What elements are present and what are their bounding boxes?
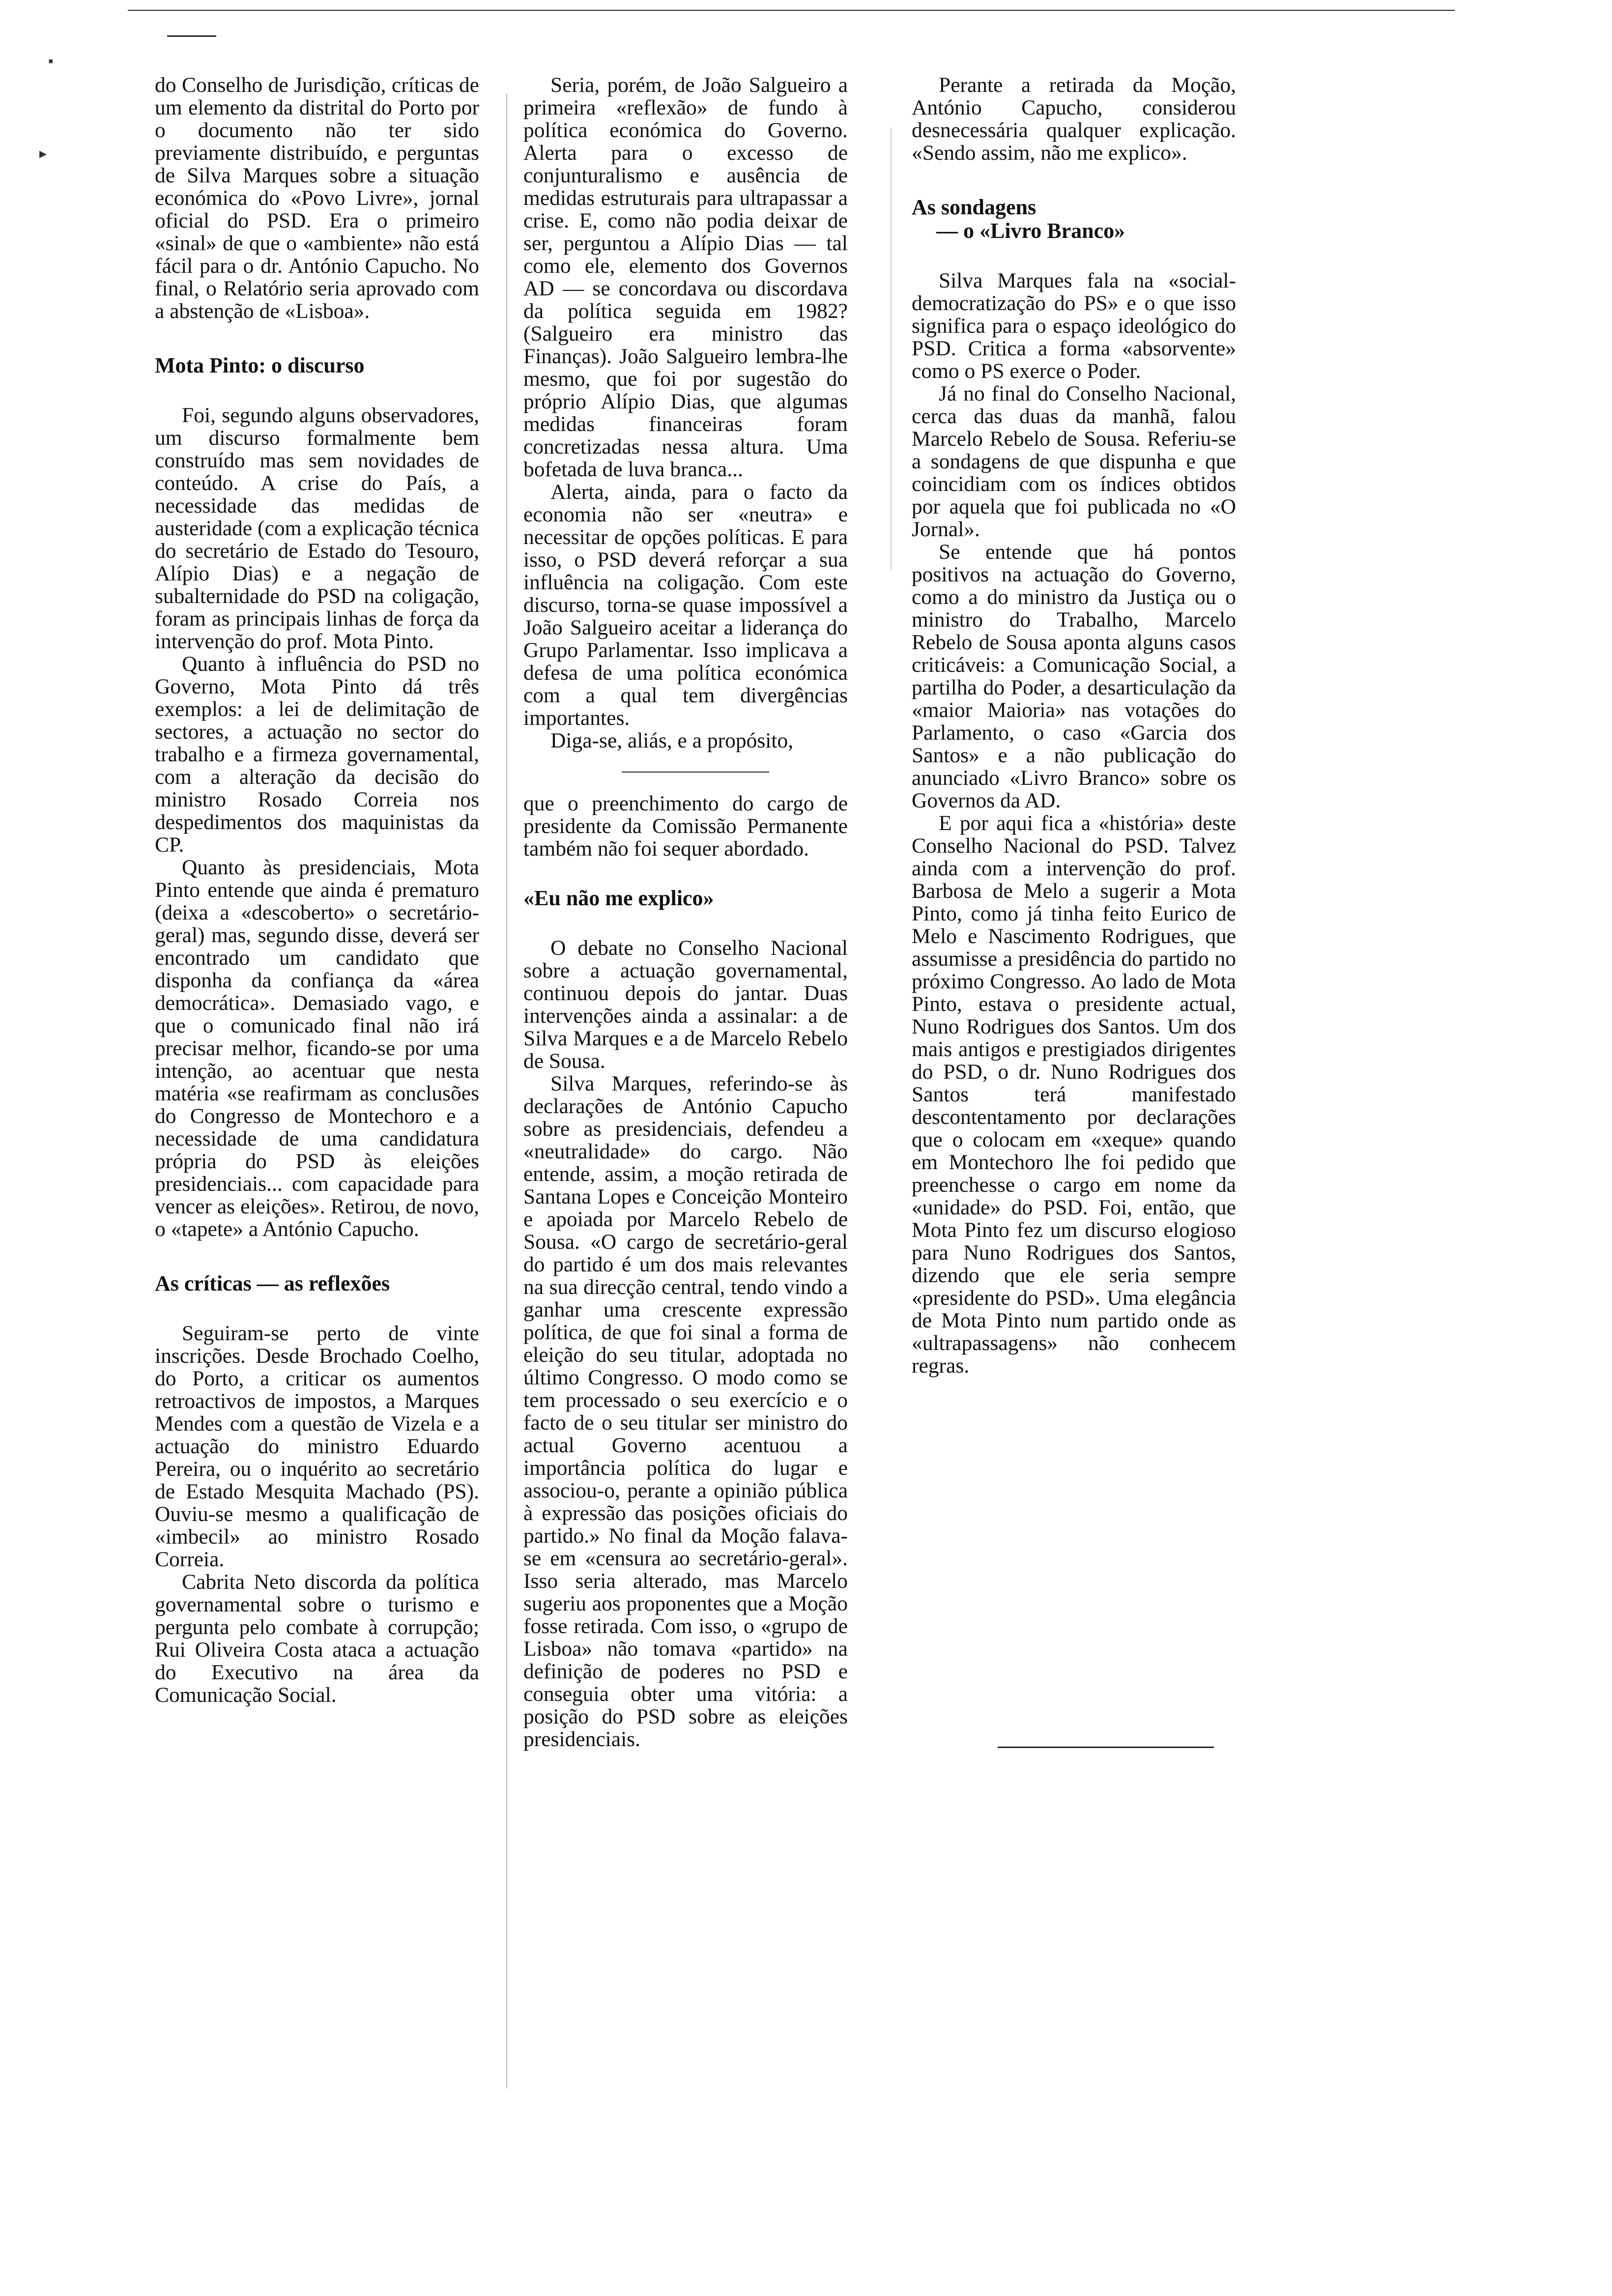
paragraph: Silva Marques fala na «social-democratização do PS» e o que isso significa para o espaço ideológico do PSD. Critica a forma «absorvente» como o PS exerce o Poder.	[912, 269, 1236, 383]
column-divider	[891, 128, 892, 570]
top-rule	[128, 10, 1455, 11]
paragraph: Perante a retirada da Moção, António Capucho, considerou desnecessária qualquer explicação. «Sendo assim, não me explico».	[912, 73, 1236, 165]
scan-mark: ▪	[48, 53, 54, 69]
column-2	[523, 74, 848, 1751]
paragraph: O debate no Conselho Nacional sobre a actuação governamental, continuou depois do jantar. Duas intervenções ainda a assinalar: a de Silva Marques e a de Marcelo Rebelo de Sousa.	[523, 936, 848, 1073]
end-rule	[998, 1747, 1214, 1748]
paragraph: do Conselho de Jurisdição, críticas de um elemento da distrital do Porto por o documento não ter sido previamente distribuído, e perguntas de Silva Marques sobre a situação económica do «Povo Livre», jornal oficial do PSD. Era o primeiro «sinal» de que o «ambiente» não está fácil para o dr. António Capucho. No final, o Relatório seria aprovado com a abstenção de «Lisboa».	[155, 73, 479, 323]
column-3	[912, 74, 1236, 1377]
paragraph: Se entende que há pontos positivos na actuação do Governo, como a do ministro da Justiça ou o ministro do Trabalho, Marcelo Rebelo de Sousa aponta alguns casos criticáveis: a Comunicação Social, a partilha do Poder, a desarticulação da «maior Maioria» nas votações do Parlamento, o caso «Garcia dos Santos» e a não publicação do anunciado «Livro Branco» sobre os Governos da AD.	[912, 540, 1236, 812]
paragraph: Seria, porém, de João Salgueiro a primeira «reflexão» de fundo à política económica do Governo. Alerta para o excesso de conjunturalismo e ausência de medidas estruturais para ultrapassar a crise. E, como não podia deixar de ser, perguntou a Alípio Dias — tal como ele, elemento dos Governos AD — se concordava ou discordava da política seguida em 1982? (Salgueiro era ministro das Finanças). João Salgueiro lembra-lhe mesmo, que foi por sugestão do próprio Alípio Dias, que algumas medidas financeiras foram concretizadas nessa altura. Uma bofetada de luva branca...	[523, 73, 848, 481]
section-heading-explico: «Eu não me explico»	[523, 886, 714, 910]
paragraph: Seguiram-se perto de vinte inscrições. Desde Brochado Coelho, do Porto, a criticar os aumentos retroactivos de impostos, a Marques Mendes com a questão de Vizela e a actuação do ministro Eduardo Pereira, ou o inquérito ao secretário de Estado Mesquita Machado (PS). Ouviu-se mesmo a qualificação de «imbecil» ao ministro Rosado Correia.	[155, 1321, 479, 1571]
column-divider	[506, 93, 507, 2089]
paragraph: Diga-se, aliás, e a propósito,	[550, 729, 794, 752]
top-left-rule	[167, 35, 216, 37]
section-heading-criticas: As críticas — as reflexões	[155, 1271, 390, 1295]
column-1	[155, 74, 479, 1706]
section-heading-livro-branco: — o «Livro Branco»	[936, 219, 1125, 243]
section-heading-sondagens: As sondagens	[912, 195, 1036, 219]
section-heading-mota-pinto: Mota Pinto: o discurso	[155, 353, 365, 377]
paragraph: Quanto à influência do PSD no Governo, Mota Pinto dá três exemplos: a lei de delimitação de sectores, a actuação no sector do trabalho e a firmeza governamental, com a alteração da decisão do ministro Rosado Correia nos despedimentos dos maquinistas da CP.	[155, 652, 479, 857]
paragraph: E por aqui fica a «história» deste Conselho Nacional do PSD. Talvez ainda com a intervenção do prof. Barbosa de Melo a sugerir a Mota Pinto, como já tinha feito Eurico de Melo e Nascimento Rodrigues, que assumisse a presidência do partido no próximo Congresso. Ao lado de Mota Pinto, estava o presidente actual, Nuno Rodrigues dos Santos. Um dos mais antigos e prestigiados dirigentes do PSD, o dr. Nuno Rodrigues dos Santos terá manifestado descontentamento por declarações que o colocam em «xeque» quando em Montechoro lhe foi pedido que preenchesse o cargo em nome da «unidade» do PSD. Foi, então, que Mota Pinto fez um discurso elogioso para Nuno Rodrigues dos Santos, dizendo que ele seria sempre «presidente do PSD». Uma elegância de Mota Pinto num partido onde as «ultrapassagens» não conhecem regras.	[912, 811, 1236, 1378]
paragraph: Já no final do Conselho Nacional, cerca das duas da manhã, falou Marcelo Rebelo de Sousa. Referiu-se a sondagens de que dispunha e que coincidiam com os índices obtidos por aquela que foi publicada no «O Jornal».	[912, 382, 1236, 541]
paragraph: Cabrita Neto discorda da política governamental sobre o turismo e pergunta pelo combate à corrupção; Rui Oliveira Costa ataca a actuação do Executivo na área da Comunicação Social.	[155, 1570, 479, 1707]
paragraph: Foi, segundo alguns observadores, um discurso formalmente bem construído mas sem novidades de conteúdo. A crise do País, a necessidade das medidas de austeridade (com a explicação técnica do secretário de Estado do Tesouro, Alípio Dias) e a negação de subalternidade do PSD na coligação, foram as principais linhas de força da intervenção do prof. Mota Pinto.	[155, 403, 479, 653]
paragraph: Alerta, ainda, para o facto da economia não ser «neutra» e necessitar de opções políticas. E para isso, o PSD deverá reforçar a sua influência na coligação. Com este discurso, torna-se quase impossível a João Salgueiro aceitar a liderança do Grupo Parlamentar. Isso implicava a defesa de uma política económica com a qual tem divergências importantes.	[523, 480, 848, 730]
paragraph: Silva Marques, referindo-se às declarações de António Capucho sobre as presidenciais, defendeu a «neutralidade» do cargo. Não entende, assim, a moção retirada de Santana Lopes e Conceição Monteiro e apoiada por Marcelo Rebelo de Sousa. «O cargo de secretário-geral do partido é um dos mais relevantes na sua direcção central, tendo vindo a ganhar uma crescente expressão política, de que foi sinal a forma de eleição do seu titular, adoptada no último Congresso. O modo como se tem processado o seu exercício e o facto de o seu titular ser ministro do actual Governo acentuou a importância política do lugar e associou-o, perante a opinião pública à expressão das posições oficiais do partido.» No final da Moção falava-se em «censura ao secretário-geral». Isso seria alterado, mas Marcelo sugeriu aos proponentes que a Moção fosse retirada. Com isso, o «grupo de Lisboa» não tomava «partido» na definição de poderes no PSD e conseguia obter uma vitória: a posição do PSD sobre as eleições presidenciais.	[523, 1072, 848, 1751]
scan-mark: ▸	[39, 145, 47, 162]
paragraph: Quanto às presidenciais, Mota Pinto entende que ainda é prematuro (deixa a «descoberto» o secretário-geral) mas, segundo disse, deverá ser encontrado um candidato que disponha da confiança da «área democrática». Demasiado vago, e que o comunicado final não irá precisar melhor, ficando-se por uma intenção, ao acentuar que nesta matéria «se reafirmam as conclusões do Congresso de Montechoro e a necessidade de uma candidatura própria do PSD às eleições presidenciais... com capacidade para vencer as eleições». Retirou, de novo, o «tapete» a António Capucho.	[155, 856, 479, 1241]
paragraph: que o preenchimento do cargo de presidente da Comissão Permanente também não foi sequer abordado.	[523, 792, 848, 861]
